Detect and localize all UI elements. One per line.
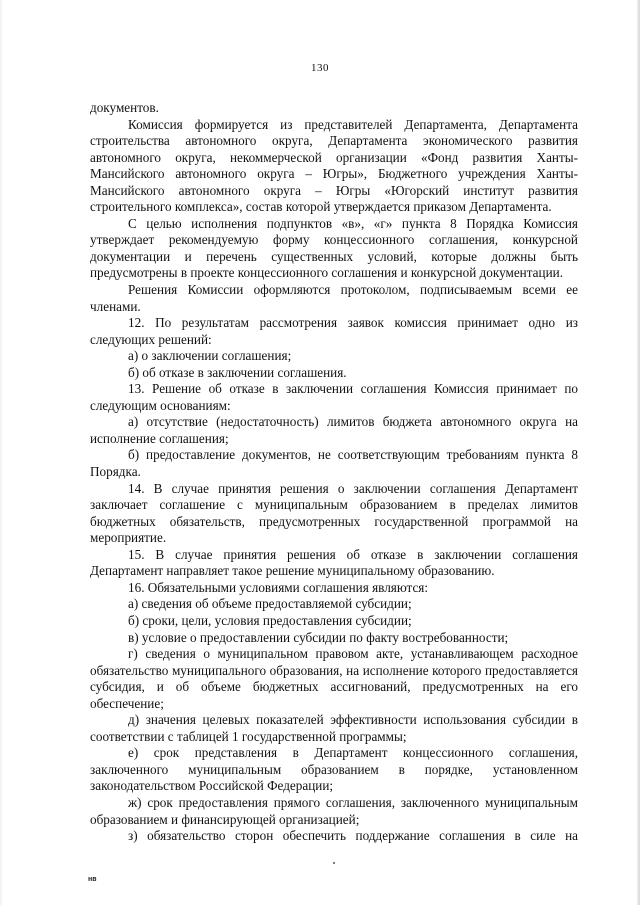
- scan-edge-left: [0, 0, 2, 905]
- paragraph-p5: 12. По результатам рассмотрения заявок комиссия принимает одно из следующих решений:: [90, 315, 578, 347]
- paragraph-p8: 13. Решение об отказе в заключении соглашения Комиссия принимает по следующим основаниям:: [90, 381, 578, 413]
- scan-speck: [333, 862, 335, 864]
- paragraph-p13: 16. Обязательными условиями соглашения являются:: [128, 579, 429, 595]
- paragraph-p16: в) условие о предоставлении субсидии по факту востребованности;: [128, 629, 509, 645]
- footer-initials: нв: [88, 876, 97, 883]
- paragraph-p19: е) срок представления в Департамент концессионного соглашения, заключенного муниципальным образованием в порядке, установленном законодательством Российской Федерации;: [90, 745, 578, 794]
- paragraph-p14: а) сведения об объеме предоставляемой субсидии;: [128, 596, 412, 612]
- paragraph-p1: документов.: [90, 100, 159, 115]
- paragraph-p7: б) об отказе в заключении соглашения.: [128, 364, 347, 380]
- paragraph-p10: б) предоставление документов, не соответствующим требованиям пункта 8 Порядка.: [90, 447, 578, 480]
- paragraph-p6: а) о заключении соглашения;: [128, 348, 292, 364]
- paragraph-p4: Решения Комиссии оформляются протоколом, подписываемым всеми ее членами.: [90, 282, 578, 314]
- document-body: [90, 100, 578, 845]
- paragraph-p2: Комиссия формируется из представителей Департамента, Департамента строительства автономного округа, Департамента экономического развития автономного округа, некоммерческой организации «Фонд развития Ханты-Мансийского автономного округа – Югры», Бюджетного учреждения Ханты-Мансийского автономного округа – Югры «Югорский институт развития строительного комплекса», состав которой утверждается приказом Департамента.: [90, 116, 578, 215]
- paragraph-p12: 15. В случае принятия решения об отказе в заключении соглашения Департамент направляет такое решение муниципальному образованию.: [90, 546, 578, 579]
- paragraph-p17: г) сведения о муниципальном правовом акте, устанавливающем расходное обязательство муниципального образования, на исполнение которого предоставляется субсидия, и об объеме бюджетных ассигнований, предусмотренных на его обеспечение;: [90, 646, 578, 711]
- paragraph-p15: б) сроки, цели, условия предоставления субсидии;: [128, 612, 412, 628]
- paragraph-p18: д) значения целевых показателей эффективности использования субсидии в соответствии с таблицей 1 государственной программы;: [90, 712, 578, 744]
- paragraph-p9: а) отсутствие (недостаточность) лимитов бюджета автономного округа на исполнение соглашения;: [90, 414, 578, 446]
- paragraph-p20: ж) срок предоставления прямого соглашения, заключенного муниципальным образованием и финансирующей организацией;: [90, 794, 578, 827]
- paragraph-p11: 14. В случае принятия решения о заключении соглашения Департамент заключает соглашение с муниципальным образованием в пределах лимитов бюджетных обязательств, предусмотренных государственной программой на мероприятие.: [90, 480, 578, 546]
- page-number: 130: [311, 62, 329, 74]
- paragraph-p3: С целью исполнения подпунктов «в», «г» пункта 8 Порядка Комиссия утверждает рекомендуемую форму концессионного соглашения, конкурсной документации и перечень существенных условий, которые должны быть предусмотрены в проекте концессионного соглашения и конкурсной документации.: [90, 215, 578, 281]
- paragraph-p21: з) обязательство сторон обеспечить поддержание соглашения в силе на: [128, 828, 578, 844]
